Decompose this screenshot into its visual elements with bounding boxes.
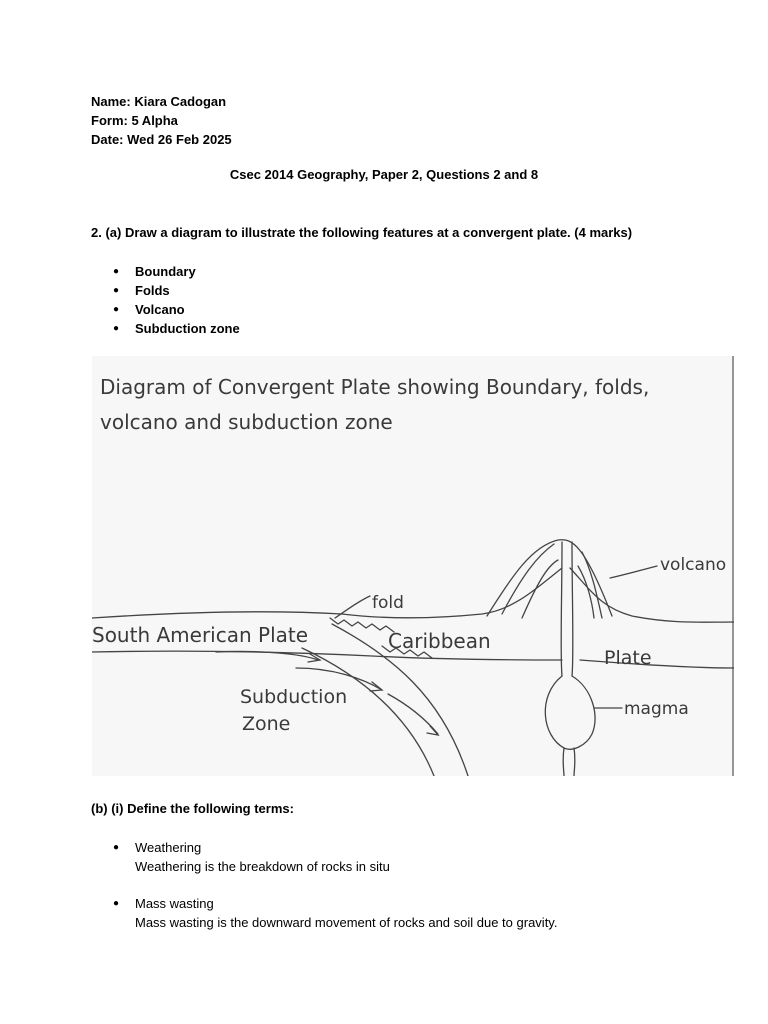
document-title: Csec 2014 Geography, Paper 2, Questions 2 and 8: [229, 167, 539, 182]
term-name: ● Weathering: [135, 840, 202, 855]
student-form: Form: 5 Alpha: [91, 113, 178, 128]
term-name: ● Mass wasting: [135, 896, 214, 911]
term-definitions: [113, 838, 557, 950]
plate-label: Plate: [604, 647, 652, 669]
diagram-title-line-2: volcano and subduction zone: [100, 410, 393, 434]
fold-label: fold: [372, 593, 404, 613]
student-header: [91, 92, 232, 149]
term-definition: Weathering is the breakdown of rocks in situ: [135, 859, 390, 874]
submission-date: Date: Wed 26 Feb 2025: [91, 132, 232, 147]
subduction-zone-label-line-1: Subduction: [240, 686, 348, 708]
volcano-label: volcano: [660, 555, 727, 575]
list-item: [113, 894, 557, 932]
caribbean-label: Caribbean: [388, 629, 491, 653]
list-item: ● Subduction zone: [113, 319, 240, 338]
feature-list: [113, 262, 240, 338]
list-item: [113, 838, 557, 876]
question-2b-heading: (b) (i) Define the following terms:: [91, 801, 294, 816]
convergent-plate-diagram: [92, 356, 734, 776]
magma-label: magma: [624, 699, 689, 719]
student-name: Name: Kiara Cadogan: [91, 94, 227, 109]
question-2a-text: 2. (a) Draw a diagram to illustrate the following features at a convergent plate. (4 marks): [91, 225, 633, 240]
subduction-zone-label-line-2: Zone: [242, 713, 291, 735]
south-american-plate-label: South American Plate: [92, 623, 309, 647]
list-item: ● Folds: [113, 281, 240, 300]
list-item: ● Volcano: [113, 300, 240, 319]
diagram-title-line-1: Diagram of Convergent Plate showing Boundary, folds,: [100, 375, 650, 399]
term-definition: Mass wasting is the downward movement of rocks and soil due to gravity.: [135, 915, 558, 930]
list-item: ● Boundary: [113, 262, 240, 281]
